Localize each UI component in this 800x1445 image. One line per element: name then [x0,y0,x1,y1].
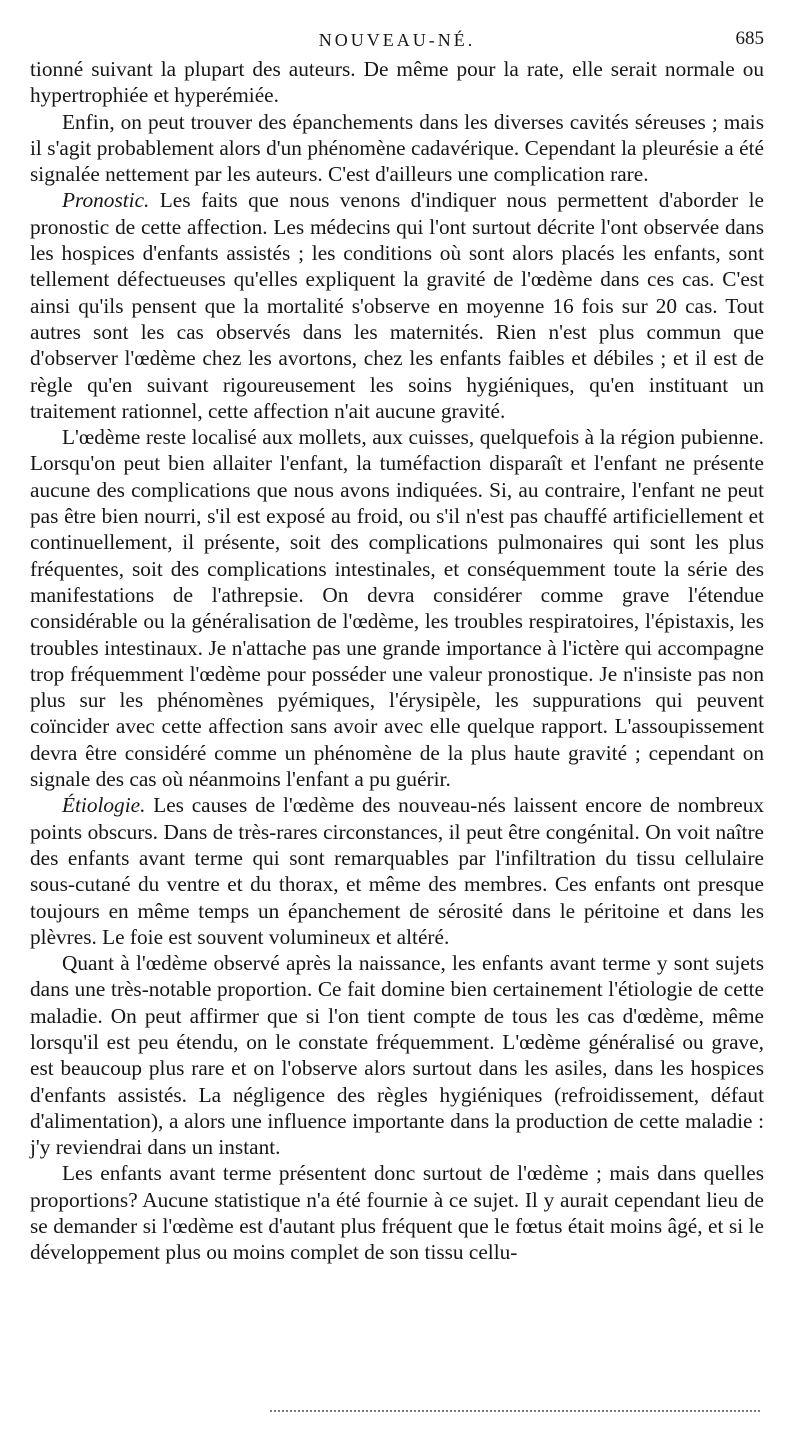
paragraph-text: L'œdème reste localisé aux mollets, aux cuisses, quelquefois à la région pubienne. Lorsqu'on peut bien allaiter l'enfant, la tuméfaction disparaît et l'enfant ne présente aucune des complications que nous avons indiquées. Si, au contraire, l'enfant ne peut pas être bien nourri, s'il est exposé au froid, ou s'il n'est pas chauffé artificiellement et continuellement, il présente, soit des complications pulmonaires qui sont les plus fréquentes, soit des complications intestinales, et conséquemment toute la série des manifestations de l'athrepsie. On devra considérer comme grave l'étendue considérable ou la généralisation de l'œdème, les troubles respiratoires, l'épistaxis, les troubles intestinaux. Je n'attache pas une grande importance à l'ictère qui accompagne trop fréquemment l'œdème pour posséder une valeur pronostique. Je n'insiste pas non plus sur les phénomènes pyémiques, l'érysipèle, les suppurations qui peuvent coïncider avec cette affection sans avoir avec elle quelque rapport. L'assoupissement devra être considéré comme un phénomène de la plus haute gravité ; cependant on signale des cas où néanmoins l'enfant a pu guérir. [30,425,764,792]
body-text [30,56,764,1266]
paragraph-etiologie [30,792,764,950]
running-head [30,0,764,56]
paragraph-enfants-avant-terme [30,1160,764,1265]
section-heading-pronostic: Pronostic. [62,188,150,213]
paragraph-continuation [30,56,764,109]
page-number: 685 [735,28,764,49]
running-title: NOUVEAU-NÉ. [318,30,476,50]
paragraph-text: Les causes de l'œdème des nouveau-nés laissent encore de nombreux points obscurs. Dans de très-rares circonstances, il peut être congénital. On voit naître des enfants avant terme qui sont remarquables par l'infiltration du tissu cellulaire sous-cutané du ventre et du thorax, et même des membres. Ces enfants ont presque toujours en même temps un épanchement de sérosité dans le péritoine et dans les plèvres. Le foie est souvent volumineux et altéré. [30,793,764,949]
paragraph-apres-naissance [30,950,764,1160]
paragraph-text: Quant à l'œdème observé après la naissance, les enfants avant terme y sont sujets dans une très-notable proportion. Ce fait domine bien certainement l'étiologie de cette maladie. On peut affirmer que si l'on tient compte de tous les cas d'œdème, même lorsqu'il est peu étendu, on le constate fréquemment. L'œdème généralisé ou grave, est beaucoup plus rare et on l'observe alors surtout dans les asiles, dans les hospices d'enfants assistés. La négligence des règles hygiéniques (refroidissement, défaut d'alimentation), a alors une influence importante dans la production de cette maladie : j'y reviendrai dans un instant. [30,951,764,1160]
paragraph-text: Les enfants avant terme présentent donc surtout de l'œdème ; mais dans quelles proportions? Aucune statistique n'a été fournie à ce sujet. Il y aurait cependant lieu de se demander si l'œdème est d'autant plus fréquent que le fœtus était moins âgé, et si le développement plus ou moins complet de son tissu cellu- [30,1161,764,1265]
paragraph-text: tionné suivant la plupart des auteurs. De même pour la rate, elle serait normale ou hypertrophiée et hyperémiée. [30,57,764,108]
book-page [30,0,764,1266]
paragraph-pronostic [30,187,764,424]
bottom-dotted-rule [270,1410,760,1412]
paragraph-localisation [30,424,764,792]
paragraph-epanchements [30,109,764,188]
section-heading-etiologie: Étiologie. [62,793,146,818]
paragraph-text: Enfin, on peut trouver des épanchements dans les diverses cavités séreuses ; mais il s'agit probablement alors d'un phénomène cadavérique. Cependant la pleurésie a été signalée nettement par les auteurs. C'est d'ailleurs une complication rare. [30,109,764,187]
paragraph-text: Les faits que nous venons d'indiquer nous permettent d'aborder le pronostic de cette affection. Les médecins qui l'ont surtout décrite l'ont observée dans les hospices d'enfants assistés ; les conditions où sont alors placés les enfants, sont tellement défectueuses qu'elles expliquent la gravité de l'œdème dans ces cas. C'est ainsi qu'ils pensent que la mortalité s'observe en moyenne 16 fois sur 20 cas. Tout autres sont les cas observés dans les maternités. Rien n'est plus commun que d'observer l'œdème chez les avortons, chez les enfants faibles et débiles ; et il est de règle qu'en suivant rigoureusement les soins hygiéniques, qu'en instituant un traitement rationnel, cette affection n'ait aucune gravité. [30,188,765,423]
